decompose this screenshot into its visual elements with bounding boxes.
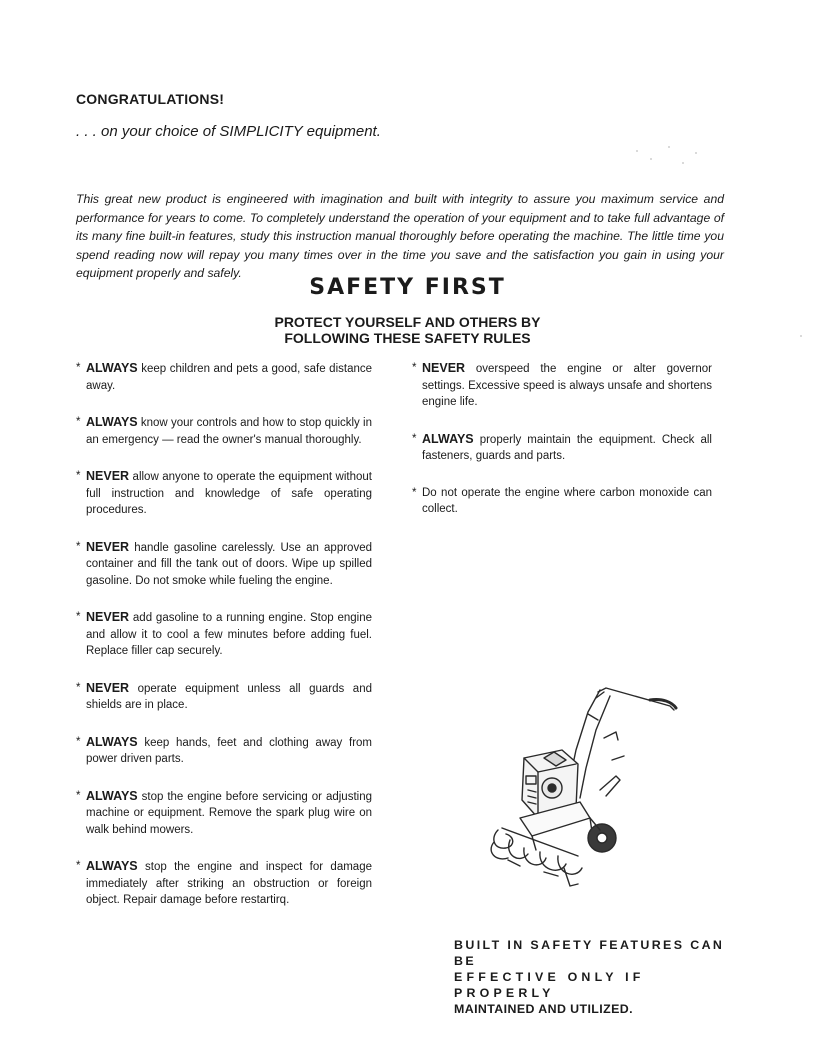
bullet-star: * xyxy=(76,681,81,694)
safety-first-title: SAFETY FIRST xyxy=(309,275,506,300)
bullet-star: * xyxy=(76,362,81,374)
safety-rule xyxy=(412,485,712,518)
rototiller-illustration-icon xyxy=(480,680,690,895)
rule-text: overspeed the engine or alter governor settings. Excessive speed is always unsafe and shortens engine life. xyxy=(422,363,712,408)
bullet-star: * xyxy=(76,860,81,872)
rule-text: stop the engine before servicing or adjusting machine or equipment. Remove the spark plug wire on walk behind mowers. xyxy=(86,790,372,836)
rule-text: properly maintain the equipment. Check all fasteners, guards and parts. xyxy=(422,433,712,462)
rule-text: allow anyone to operate the equipment without full instruction and knowledge of safe operating procedures. xyxy=(86,471,372,516)
scan-speck xyxy=(695,152,697,154)
bullet-star: * xyxy=(76,611,81,623)
rule-keyword: ALWAYS xyxy=(86,788,138,803)
scan-speck xyxy=(800,335,802,337)
safety-rule xyxy=(76,609,372,660)
safety-rule xyxy=(76,858,372,909)
rule-text: keep children and pets a good, safe distance away. xyxy=(86,363,372,392)
safety-rules-left-column xyxy=(76,360,372,929)
scan-speck xyxy=(636,150,638,152)
rule-text: add gasoline to a running engine. Stop engine and allow it to cool a few minutes before adding fuel. Replace filler cap securely. xyxy=(86,612,372,657)
safety-rule xyxy=(76,539,372,590)
scan-speck xyxy=(682,162,684,164)
rule-keyword: ALWAYS xyxy=(86,859,138,873)
note-line: BUILT IN SAFETY FEATURES CAN BE xyxy=(454,938,725,968)
rule-keyword: NEVER xyxy=(86,680,130,695)
bullet-star: * xyxy=(76,735,81,748)
bullet-star: * xyxy=(76,416,81,428)
safety-rule xyxy=(412,360,712,411)
safety-rule xyxy=(76,680,372,714)
safety-rules-right-column xyxy=(412,360,712,538)
bullet-star: * xyxy=(76,470,81,482)
rule-text: know your controls and how to stop quickly in an emergency — read the owner's manual thoroughly. xyxy=(86,417,372,446)
safety-subtitle-line: FOLLOWING THESE SAFETY RULES xyxy=(284,330,531,346)
rule-keyword: ALWAYS xyxy=(422,431,474,446)
safety-rule xyxy=(76,360,372,394)
safety-features-note xyxy=(454,937,739,1017)
safety-rule xyxy=(412,431,712,465)
safety-rule xyxy=(76,414,372,448)
rule-text: operate equipment unless all guards and shields are in place. xyxy=(86,682,372,711)
rule-keyword: ALWAYS xyxy=(86,361,138,375)
intro-paragraph: This great new product is engineered with imagination and built with integrity to assure you maximum service and performance for years to come. To completely understand the operation of your equipment and to take full advantage of its many fine built-in features, study this instruction manual thoroughly before operating the machine. The little time you spend reading now will repay you many times over in the time you save and the satisfaction you gain in using your equipment properly and safely. xyxy=(76,192,724,280)
rule-keyword: ALWAYS xyxy=(86,415,138,429)
safety-subtitle xyxy=(0,314,815,346)
safety-rule xyxy=(76,734,372,768)
tagline: . . . on your choice of SIMPLICITY equipment. xyxy=(76,123,381,140)
rule-keyword: ALWAYS xyxy=(86,734,138,749)
safety-subtitle-line: PROTECT YOURSELF AND OTHERS BY xyxy=(274,314,541,330)
rule-keyword: NEVER xyxy=(422,361,466,375)
rule-text: stop the engine and inspect for damage immediately after striking an obstruction or foreign object. Repair damage before restartirq. xyxy=(86,861,372,906)
rule-keyword: NEVER xyxy=(86,610,130,624)
bullet-star: * xyxy=(412,432,417,445)
note-line: MAINTAINED AND UTILIZED. xyxy=(454,1002,633,1016)
rule-text: handle gasoline carelessly. Use an approved container and fill the tank out of doors. Wipe up spilled gasoline. Do not smoke while fueling the engine. xyxy=(86,541,372,587)
rule-keyword: NEVER xyxy=(86,539,130,554)
rule-text: keep hands, feet and clothing away from power driven parts. xyxy=(86,736,372,765)
scan-speck xyxy=(650,158,652,160)
rule-keyword: NEVER xyxy=(86,469,130,483)
congratulations-heading: CONGRATULATIONS! xyxy=(76,91,225,107)
scan-speck xyxy=(668,146,670,148)
safety-rule xyxy=(76,788,372,839)
safety-rule xyxy=(76,468,372,519)
bullet-star: * xyxy=(412,362,417,374)
note-line: EFFECTIVE ONLY IF PROPERLY xyxy=(454,970,645,1000)
bullet-star: * xyxy=(76,540,81,553)
rule-text: Do not operate the engine where carbon monoxide can collect. xyxy=(422,486,712,515)
bullet-star: * xyxy=(412,486,417,499)
bullet-star: * xyxy=(76,789,81,802)
